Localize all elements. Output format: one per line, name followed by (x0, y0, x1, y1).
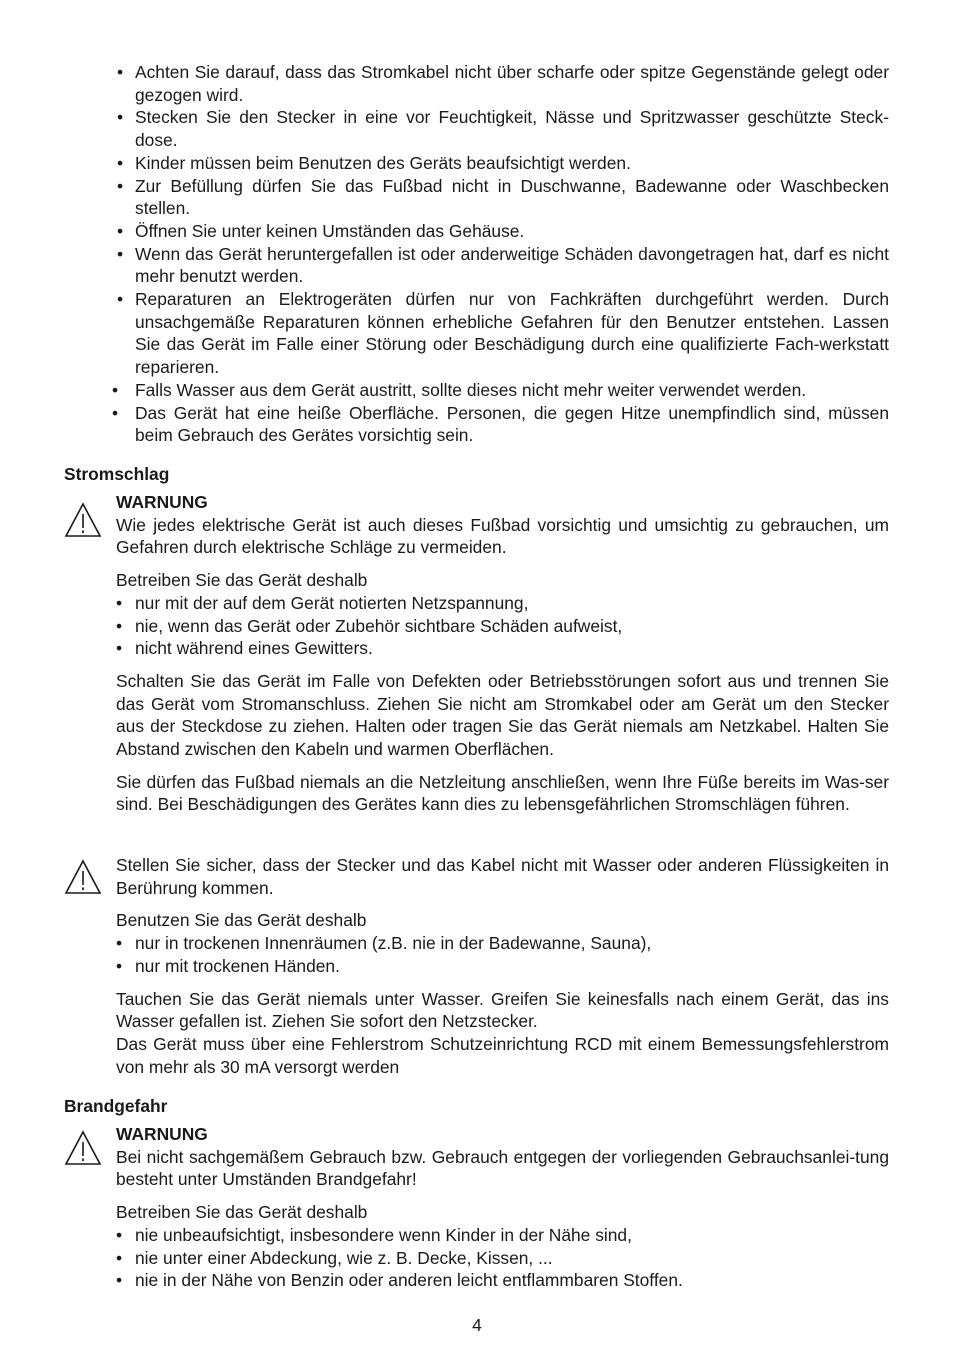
list-item: • Das Gerät hat eine heiße Oberfläche. Personen, die gegen Hitze unempfindlich sind, müssen beim Gebrauch des Gerätes vorsichtig sein. (117, 402, 889, 447)
use-bullet-list (116, 932, 889, 977)
list-item: • nicht während eines Gewitters. (116, 637, 889, 660)
brandgefahr-warning-block (116, 1123, 889, 1292)
operate-lead: Betreiben Sie das Gerät deshalb (116, 570, 368, 591)
paragraph-immerse: Tauchen Sie das Gerät niemals unter Wasser. Greifen Sie keinesfalls nach einem Gerät, das ins Wasser gefallen ist. Ziehen Sie sofort den Netzstecker. (116, 988, 889, 1032)
paragraph-rcd: Das Gerät muss über eine Fehlerstrom Schutzeinrichtung RCD mit einem Bemessungsfehlerstrom von mehr als 30 mA versorgt werden (116, 1033, 889, 1077)
list-item: • nie unbeaufsichtigt, insbesondere wenn Kinder in der Nähe sind, (116, 1224, 889, 1247)
section-heading-stromschlag: Stromschlag (64, 464, 170, 484)
list-item: • Öffnen Sie unter keinen Umständen das Gehäuse. (117, 220, 889, 243)
section-heading-brandgefahr: Brandgefahr (64, 1096, 168, 1116)
list-item: • Reparaturen an Elektrogeräten dürfen nur von Fachkräften durchgeführt werden. Durch unsachgemäße Reparaturen können erhebliche Gefahren für den Benutzer entstehen. Lassen Sie das Gerät im Falle einer Störung oder Beschädigung durch eine qualifizierte Fach-werkstatt reparieren. (117, 288, 889, 379)
warning-label: WARNUNG (116, 1124, 208, 1144)
list-item: • nur in trockenen Innenräumen (z.B. nie in der Badewanne, Sauna), (116, 932, 889, 955)
warning-triangle-icon (64, 1130, 102, 1166)
warning-intro: Bei nicht sachgemäßem Gebrauch bzw. Gebrauch entgegen der vorliegenden Gebrauchsanlei-tung besteht unter Umständen Brandgefahr! (116, 1146, 889, 1190)
warning-label: WARNUNG (116, 492, 208, 512)
list-item: • nie in der Nähe von Benzin oder anderen leicht entflammbaren Stoffen. (116, 1269, 889, 1292)
paragraph-defects: Schalten Sie das Gerät im Falle von Defekten oder Betriebsstörungen sofort aus und trennen Sie das Gerät vom Stromanschluss. Ziehen Sie nicht am Stromkabel oder am Gerät um den Stecker aus der Steckdose zu ziehen. Halten oder tragen Sie das Gerät niemals am Netzkabel. Halten Sie Abstand zwischen den Kabeln und warmen Oberflächen. (116, 670, 889, 760)
list-item: • Achten Sie darauf, dass das Stromkabel nicht über scharfe oder spitze Gegenstände gelegt oder gezogen wird. (117, 61, 889, 106)
safety-bullet-list (117, 61, 889, 447)
operate-lead: Betreiben Sie das Gerät deshalb (116, 1202, 368, 1223)
operate-bullet-list (116, 1224, 889, 1292)
stromschlag-warning-block (116, 491, 889, 816)
water-warning: Stellen Sie sicher, dass der Stecker und das Kabel nicht mit Wasser oder anderen Flüssigkeiten in Berührung kommen. (116, 855, 889, 898)
water-warning-block (116, 854, 889, 1078)
list-item: • Zur Befüllung dürfen Sie das Fußbad nicht in Duschwanne, Badewanne oder Waschbecken stellen. (117, 175, 889, 220)
paragraph-feet: Sie dürfen das Fußbad niemals an die Netzleitung anschließen, wenn Ihre Füße bereits im Was-ser sind. Bei Beschädigungen des Gerätes kann dies zu lebensgefährlichen Stromschlägen führen. (116, 771, 889, 815)
page-number: 4 (472, 1315, 482, 1335)
list-item: • Stecken Sie den Stecker in eine vor Feuchtigkeit, Nässe und Spritzwasser geschützte Steck-dose. (117, 106, 889, 151)
list-item: • nie unter einer Abdeckung, wie z. B. Decke, Kissen, ... (116, 1247, 889, 1270)
list-item: • nur mit trockenen Händen. (116, 955, 889, 978)
warning-triangle-icon (64, 859, 102, 895)
list-item: • Falls Wasser aus dem Gerät austritt, sollte dieses nicht mehr weiter verwendet werden. (117, 379, 889, 402)
list-item: • nie, wenn das Gerät oder Zubehör sichtbare Schäden aufweist, (116, 615, 889, 638)
warning-triangle-icon (64, 502, 102, 538)
warning-intro: Wie jedes elektrische Gerät ist auch dieses Fußbad vorsichtig und umsichtig zu gebrauchen, um Gefahren durch elektrische Schläge zu vermeiden. (116, 514, 889, 558)
list-item: • Wenn das Gerät heruntergefallen ist oder anderweitige Schäden davongetragen hat, darf es nicht mehr benutzt werden. (117, 243, 889, 288)
operate-bullet-list (116, 592, 889, 660)
list-item: • Kinder müssen beim Benutzen des Geräts beaufsichtigt werden. (117, 152, 889, 175)
use-lead: Benutzen Sie das Gerät deshalb (116, 910, 367, 931)
list-item: • nur mit der auf dem Gerät notierten Netzspannung, (116, 592, 889, 615)
